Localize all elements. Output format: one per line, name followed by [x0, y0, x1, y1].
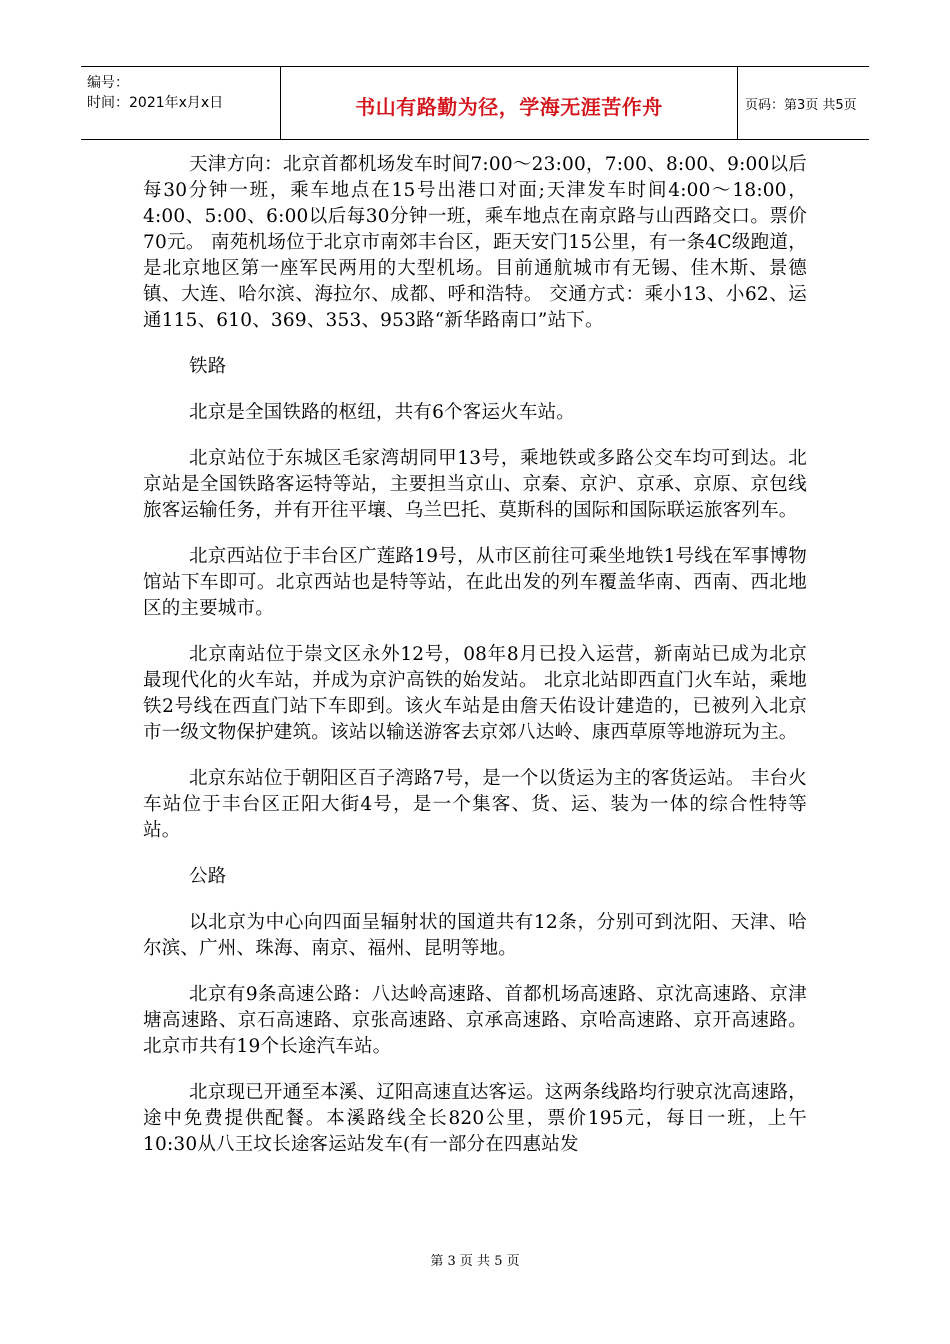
paragraph-beijing-station: 北京站位于东城区毛家湾胡同甲13号，乘地铁或多路公交车均可到达。北京站是全国铁路客运特等站，主要担当京山、京秦、京沪、京承、京原、京包线旅客运输任务，并有开往平壤、乌兰巴托、莫斯科的国际和国际联运旅客列车。 [143, 448, 807, 521]
page-info: 页码：第3页 共5页 [745, 98, 857, 113]
header-meta-cell [81, 67, 281, 139]
paragraph-national-roads: 以北京为中心向四面呈辐射状的国道共有12条，分别可到沈阳、天津、哈尔滨、广州、珠海、南京、福州、昆明等地。 [143, 912, 807, 959]
document-code-label: 编号： [87, 75, 129, 91]
section-heading-highway: 公路 [189, 866, 227, 887]
paragraph-beijing-west: 北京西站位于丰台区广莲路19号，从市区前往可乘坐地铁1号线在军事博物馆站下车即可。北京西站也是特等站，在此出发的列车覆盖华南、西南、西北地区的主要城市。 [143, 546, 807, 619]
paragraph-expressways: 北京有9条高速公路：八达岭高速路、首都机场高速路、京沈高速路、京津塘高速路、京石高速路、京张高速路、京承高速路、京哈高速路、京开高速路。 北京市共有19个长途汽车站。 [143, 984, 807, 1057]
paragraph-tianjin-airport: 天津方向：北京首都机场发车时间7:00～23:00，7:00、8:00、9:00以后每30分钟一班，乘车地点在15号出港口对面;天津发车时间4:00～18:00，4:00、5:00、6:00以后每30分钟一班，乘车地点在南京路与山西路交口。票价70元。 南苑机场位于北京市南郊丰台区，距天安门15公里，有一条4C级跑道，是北京地区第一座军民两用的大型机场。目前通航城市有无锡、佳木斯、景德镇、大连、哈尔滨、海拉尔、成都、呼和浩特。 交通方式：乘小13、小62、运通115、610、369、353、953路“新华路南口”站下。 [143, 154, 807, 331]
motto-text: 书山有路勤为径，学海无涯苦作舟 [355, 95, 663, 119]
page-footer: 第 3 页 共 5 页 [430, 1254, 520, 1269]
paragraph-bus-routes: 北京现已开通至本溪、辽阳高速直达客运。这两条线路均行驶京沈高速路，途中免费提供配餐。本溪路线全长820公里，票价195元，每日一班，上午10:30从八王坟长途客运站发车(有一部分在四惠站发 [143, 1082, 807, 1155]
section-heading-railway: 铁路 [189, 356, 227, 377]
document-date: 时间：2021年x月x日 [87, 95, 224, 111]
paragraph-beijing-south-north: 北京南站位于崇文区永外12号，08年8月已投入运营，新南站已成为北京最现代化的火车站，并成为京沪高铁的始发站。 北京北站即西直门火车站，乘地铁2号线在西直门站下车即到。该火车站是由詹天佑设计建造的，已被列入北京市一级文物保护建筑。该站以输送游客去京郊八达岭、康西草原等地游玩为主。 [143, 644, 807, 743]
header-page-cell [738, 67, 869, 139]
header-table [81, 66, 869, 140]
document-body [143, 150, 807, 1178]
paragraph-beijing-east-fengtai: 北京东站位于朝阳区百子湾路7号，是一个以货运为主的客货运站。 丰台火车站位于丰台区正阳大街4号，是一个集客、货、运、装为一体的综合性特等站。 [143, 768, 807, 841]
header-motto-cell [281, 67, 738, 139]
paragraph-railway-hub: 北京是全国铁路的枢纽，共有6个客运火车站。 [189, 402, 575, 423]
